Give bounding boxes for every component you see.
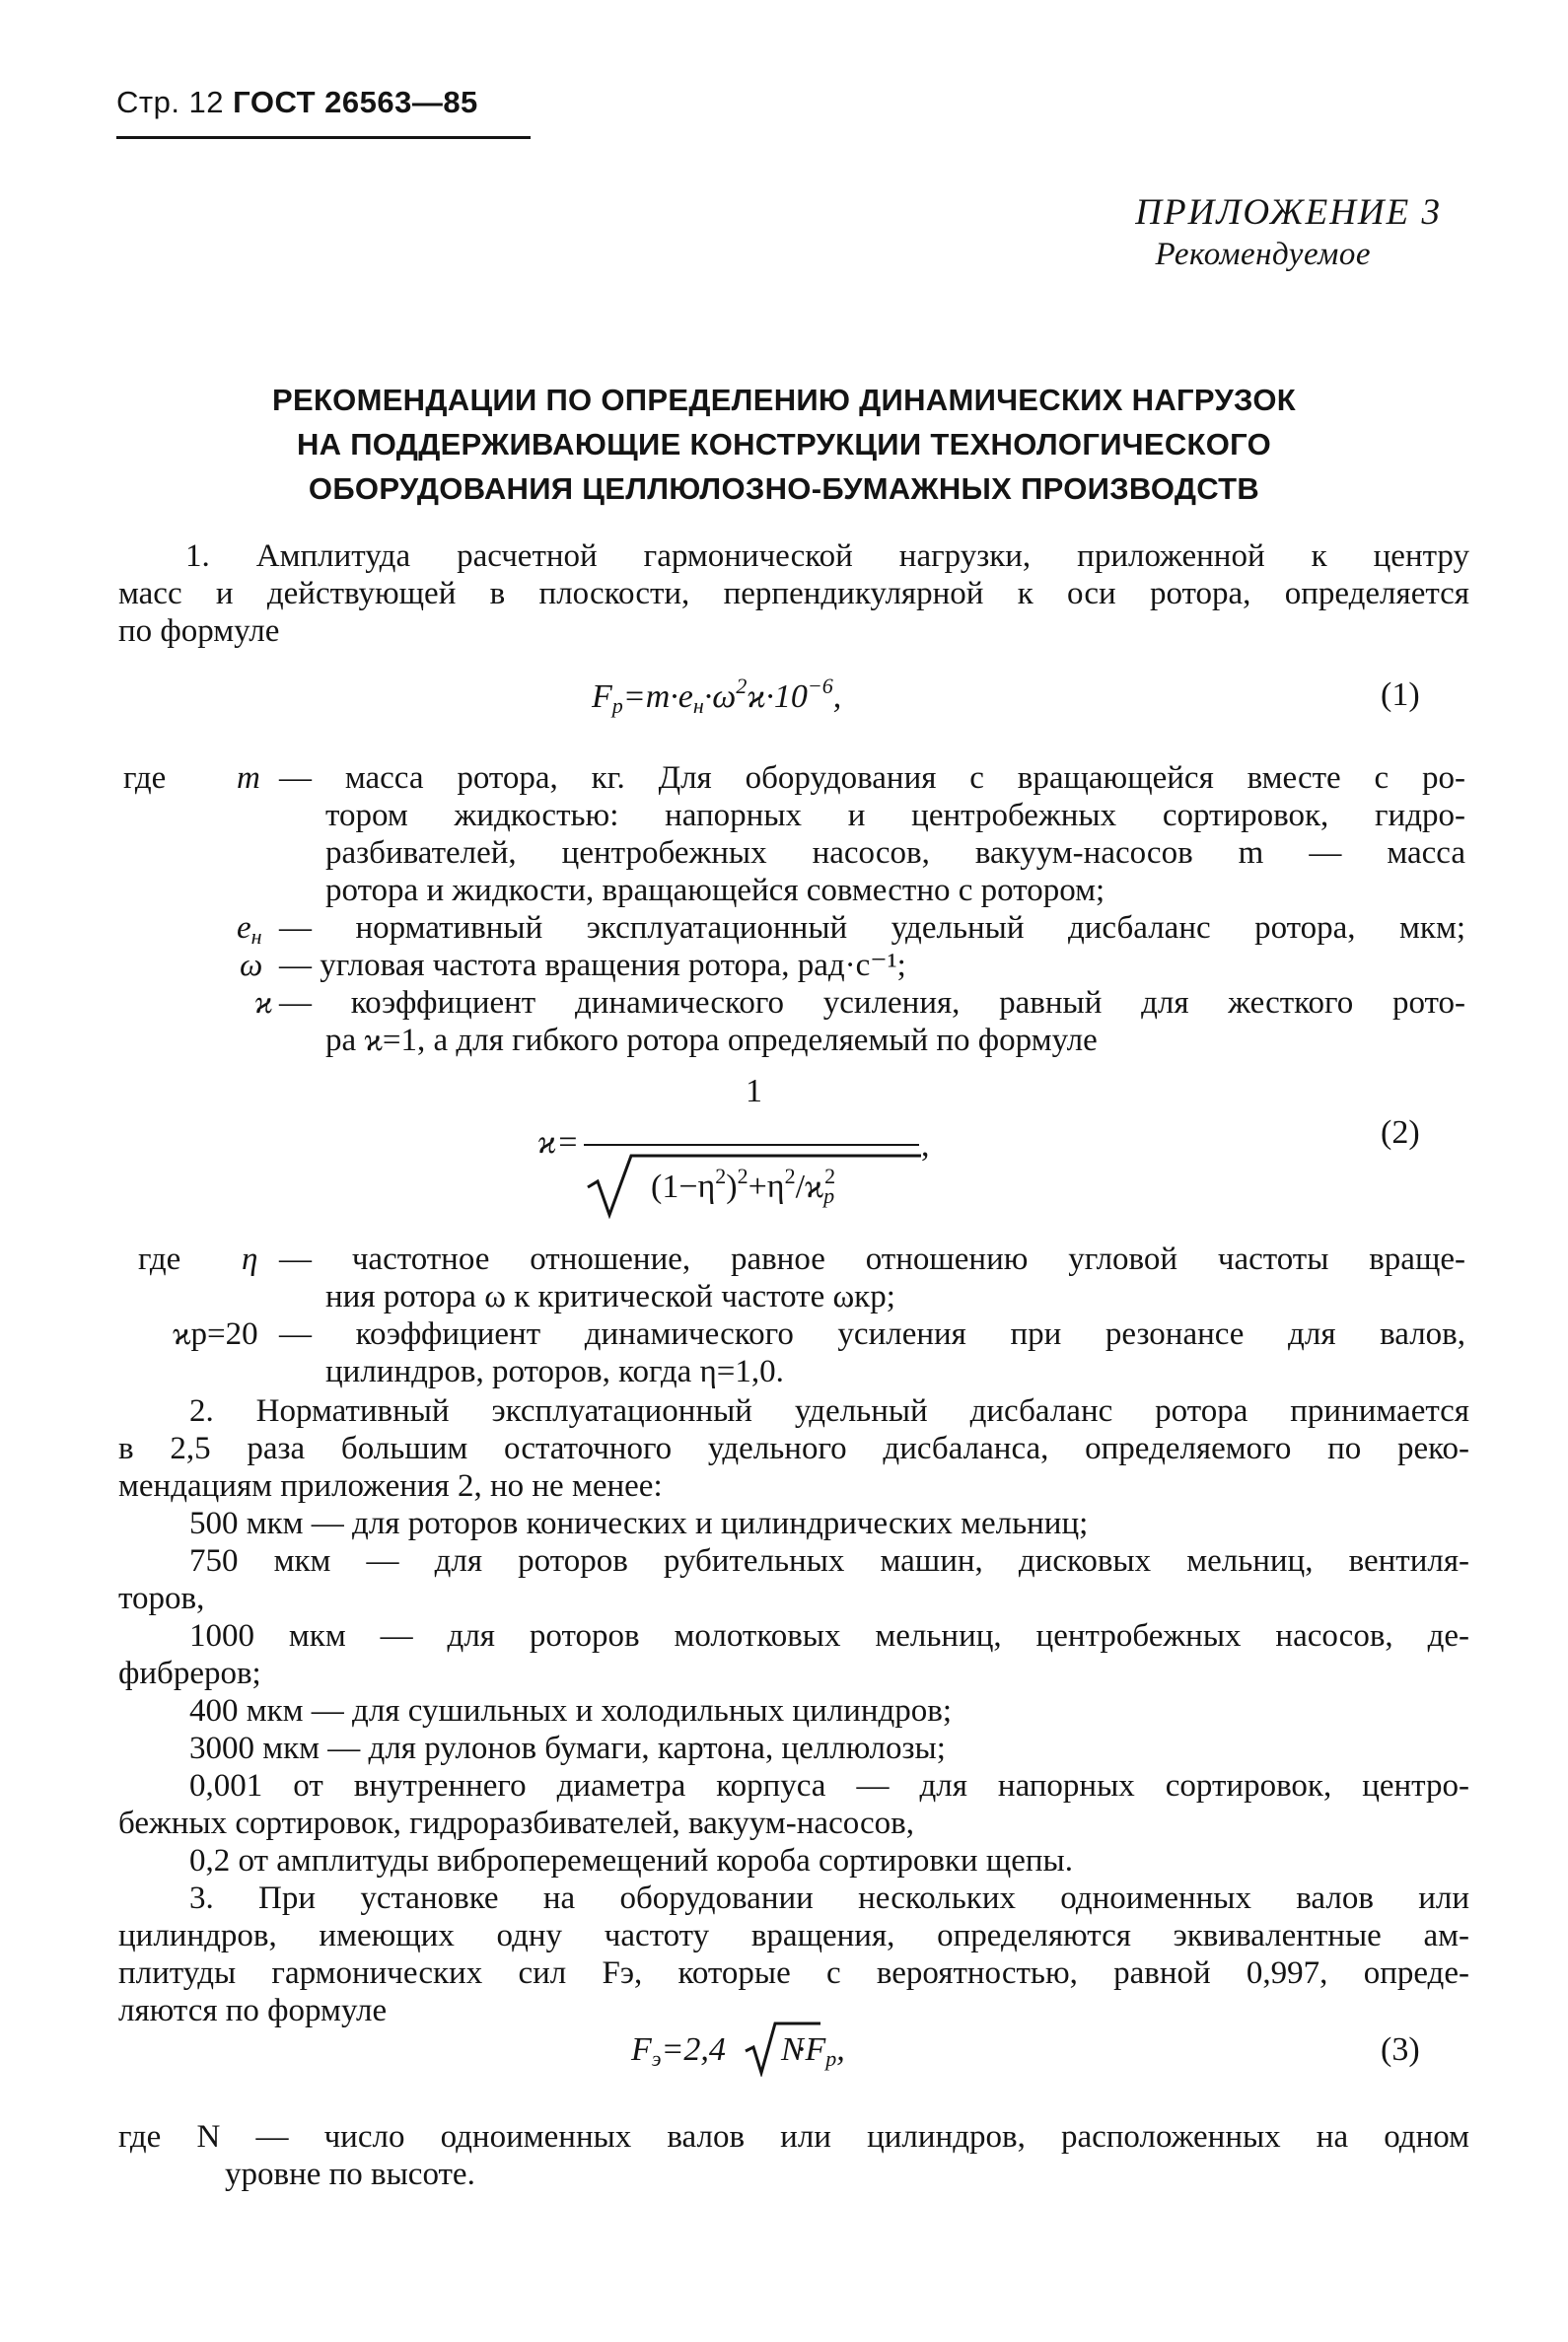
list-item-cont: фибреров; bbox=[118, 1656, 261, 1691]
paragraph-2 bbox=[118, 1392, 1469, 1505]
page-header bbox=[116, 85, 478, 120]
text-line: масс и действующей в плоскости, перпендикулярной к оси ротора, определяется bbox=[118, 576, 1469, 611]
text-line: где N — число одноименных валов или цилиндров, расположенных на одном bbox=[118, 2119, 1469, 2155]
title-line: ОБОРУДОВАНИЯ ЦЕЛЛЮЛОЗНО-БУМАЖНЫХ ПРОИЗВОДСТВ bbox=[308, 471, 1260, 506]
formula-3: $F_э=2,4 \cdot F_р$, bbox=[631, 2031, 845, 2071]
text-line: — масса ротора, кг. Для оборудования с вращающейся вместе с ро- bbox=[279, 760, 1465, 796]
paragraph-3 bbox=[118, 1880, 1469, 2029]
text-line: — нормативный эксплуатационный удельный дисбаланс ротора, мкм; bbox=[279, 910, 1465, 946]
page-label: Стр. 12 bbox=[116, 85, 225, 119]
symbol-m: m bbox=[237, 760, 260, 796]
text-line: — коэффициент динамического усиления, равный для жесткого рото- bbox=[279, 985, 1465, 1021]
list-item: 750 мкм — для роторов рубительных машин, дисковых мельниц, вентиля- bbox=[189, 1543, 1469, 1579]
formula-2-comma: , bbox=[921, 1127, 930, 1164]
title-line: РЕКОМЕНДАЦИИ ПО ОПРЕДЕЛЕНИЮ ДИНАМИЧЕСКИХ НАГРУЗОК bbox=[272, 383, 1296, 417]
symbol-kappa: ϰ bbox=[254, 985, 273, 1021]
formula-3-number: (3) bbox=[1381, 2031, 1420, 2068]
definition-e bbox=[279, 909, 1465, 947]
symbol-eta: η bbox=[242, 1242, 258, 1277]
list-item-cont: бежных сортировок, гидроразбивателей, вакуум-насосов, bbox=[118, 1806, 915, 1841]
title-line: НА ПОДДЕРЖИВАЮЩИЕ КОНСТРУКЦИИ ТЕХНОЛОГИЧЕСКОГО bbox=[296, 427, 1272, 461]
text-line: уровне по высоте. bbox=[225, 2157, 475, 2192]
where-block-3 bbox=[118, 2118, 1469, 2193]
definition-omega: — угловая частота вращения ротора, рад·с⁻¹; bbox=[279, 948, 906, 983]
text-line: по формуле bbox=[118, 613, 280, 649]
definition-m-cont bbox=[325, 797, 1465, 909]
text-line: ляются по формуле bbox=[118, 1993, 388, 2028]
definition-kappa-p-cont: цилиндров, роторов, когда η=1,0. bbox=[325, 1354, 784, 1389]
text-line: 1. Амплитуда расчетной гармонической нагрузки, приложенной к центру bbox=[185, 538, 1469, 574]
list-item: 3000 мкм — для рулонов бумаги, картона, целлюлозы; bbox=[189, 1731, 946, 1766]
definition-eta bbox=[279, 1241, 1465, 1278]
list-item-cont: торов, bbox=[118, 1581, 205, 1616]
where-label: где bbox=[123, 760, 167, 796]
definition-kappa-p bbox=[279, 1315, 1465, 1353]
text-line: плитуды гармонических сил Fэ, которые с вероятностью, равной 0,997, опреде- bbox=[118, 1955, 1469, 1991]
list-item: 500 мкм — для роторов конических и цилиндрических мельниц; bbox=[189, 1506, 1089, 1541]
list-item: 0,2 от амплитуды виброперемещений короба сортировки щепы. bbox=[189, 1843, 1073, 1879]
text-line: 3. При установке на оборудовании нескольких одноименных валов или bbox=[189, 1881, 1469, 1916]
list-item: 0,001 от внутреннего диаметра корпуса — для напорных сортировок, центро- bbox=[189, 1768, 1469, 1804]
text-line: в 2,5 раза большим остаточного удельного дисбаланса, определяемого по реко- bbox=[118, 1431, 1469, 1466]
symbol-omega: ω bbox=[240, 948, 263, 983]
text-line: — частотное отношение, равное отношению угловой частоты враще- bbox=[279, 1242, 1465, 1277]
paragraph-1 bbox=[118, 537, 1469, 650]
appendix-status: Рекомендуемое bbox=[1155, 237, 1371, 272]
formula-1-number: (1) bbox=[1381, 676, 1420, 713]
fraction-bar bbox=[584, 1144, 919, 1146]
header-rule bbox=[116, 136, 531, 139]
formula-2-denominator: $(1-\eta^2)^2+\eta^2/ϰ_р^2$ bbox=[651, 1164, 836, 1208]
list-item: 400 мкм — для сушильных и холодильных цилиндров; bbox=[189, 1693, 953, 1729]
text-line: 2. Нормативный эксплуатационный удельный дисбаланс ротора принимается bbox=[189, 1393, 1469, 1429]
formula-3-radicand: N bbox=[781, 2031, 804, 2068]
appendix-title: ПРИЛОЖЕНИЕ 3 bbox=[1135, 192, 1442, 233]
list-item: 1000 мкм — для роторов молотковых мельниц, центробежных насосов, де- bbox=[189, 1618, 1469, 1654]
text-line: тором жидкостью: напорных и центробежных сортировок, гидро- bbox=[325, 798, 1465, 833]
definition-m bbox=[279, 759, 1465, 797]
text-line: цилиндров, имеющих одну частоту вращения, определяются эквивалентные ам- bbox=[118, 1918, 1469, 1953]
text-line: — коэффициент динамического усиления при резонансе для валов, bbox=[279, 1316, 1465, 1352]
text-line: мендациям приложения 2, но не менее: bbox=[118, 1468, 663, 1504]
formula-2-numerator: 1 bbox=[746, 1073, 762, 1109]
where-label: где bbox=[138, 1242, 181, 1277]
text-line: разбивателей, центробежных насосов, вакуум-насосов m — масса bbox=[325, 835, 1465, 871]
symbol-e: $e_н$ bbox=[237, 910, 262, 949]
formula-1: $F_р=m\cdot e_н\cdot\omega^2ϰ\cdot 10^{-6}$, bbox=[592, 674, 842, 718]
imbalance-list bbox=[118, 1505, 1469, 1880]
symbol-kappa-p: ϰр=20 bbox=[173, 1316, 258, 1352]
definition-kappa-cont: ра ϰ=1, а для гибкого ротора определяемый по формуле bbox=[325, 1023, 1098, 1058]
standard-number: ГОСТ 26563—85 bbox=[233, 85, 478, 119]
formula-2-number: (2) bbox=[1381, 1114, 1420, 1151]
text-line: ротора и жидкости, вращающейся совместно с ротором; bbox=[325, 873, 1105, 908]
definition-eta-cont: ния ротора ω к критической частоте ωкр; bbox=[325, 1279, 895, 1314]
formula-2-lhs: ϰ= bbox=[537, 1124, 580, 1161]
definition-kappa bbox=[279, 984, 1465, 1022]
